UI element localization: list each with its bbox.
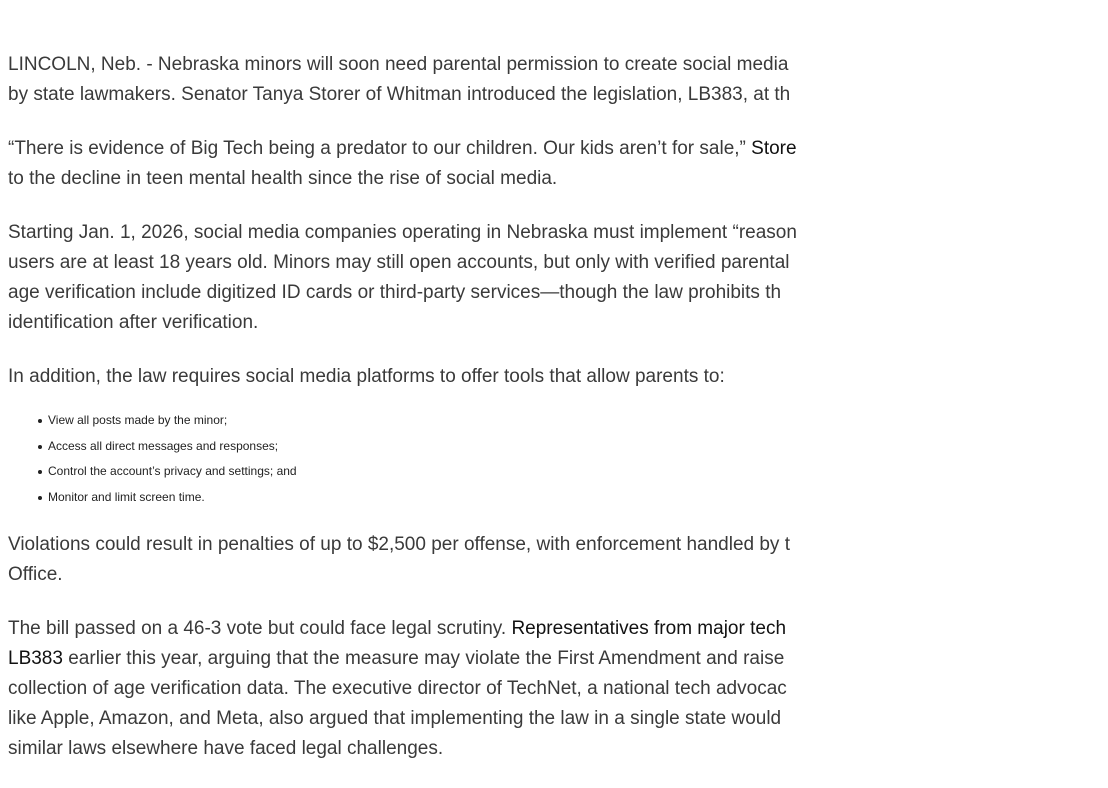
list-item: View all posts made by the minor; [38,408,1108,434]
text-line [8,644,1108,674]
text-line: by state lawmakers. Senator Tanya Storer of Whitman introduced the legislation, LB383, at th [8,84,791,105]
text-line: collection of age verification data. The executive director of TechNet, a national tech advocac [8,678,787,699]
text-line: similar laws elsewhere have faced legal challenges. [8,738,444,759]
text-line: In addition, the law requires social media platforms to offer tools that allow parents to: [8,366,725,387]
list-item: Access all direct messages and responses; [38,434,1108,460]
quote-text: “There is evidence of Big Tech being a predator to our children. Our kids aren’t for sale,” [8,138,752,159]
representatives-link[interactable]: Representatives from major tech [511,618,787,639]
paragraph-vote [8,614,1108,764]
list-item: Monitor and limit screen time. [38,485,1108,511]
text-line: Violations could result in penalties of up to $2,500 per offense, with enforcement handled by t [8,534,790,555]
vote-text: The bill passed on a 46-3 vote but could face legal scrutiny. [8,618,512,639]
article-body [8,50,1108,788]
text-line: LINCOLN, Neb. - Nebraska minors will soon need parental permission to create social media [8,54,789,75]
list-item: Control the account’s privacy and settings; and [38,459,1108,485]
text-line: like Apple, Amazon, and Meta, also argued that implementing the law in a single state would [8,708,782,729]
storer-link[interactable]: Store [751,138,797,159]
text-line: users are at least 18 years old. Minors may still open accounts, but only with verified parental [8,252,790,273]
text-line: Starting Jan. 1, 2026, social media companies operating in Nebraska must implement “reason [8,222,797,243]
parent-tools-list [8,408,1108,510]
paragraph-intro [8,50,1108,110]
paragraph-tools-intro [8,362,1108,392]
lb383-link[interactable]: LB383 [8,648,63,669]
text-line [8,614,1108,644]
vote-text-cont: earlier this year, arguing that the measure may violate the First Amendment and raise [62,648,785,669]
paragraph-requirements [8,218,1108,338]
paragraph-penalties [8,530,1108,590]
text-line [8,134,1108,164]
text-line: identification after verification. [8,312,259,333]
text-line: age verification include digitized ID cards or third-party services—though the law prohibits th [8,282,782,303]
text-line: Office. [8,564,63,585]
paragraph-quote [8,134,1108,194]
text-line: to the decline in teen mental health since the rise of social media. [8,168,558,189]
